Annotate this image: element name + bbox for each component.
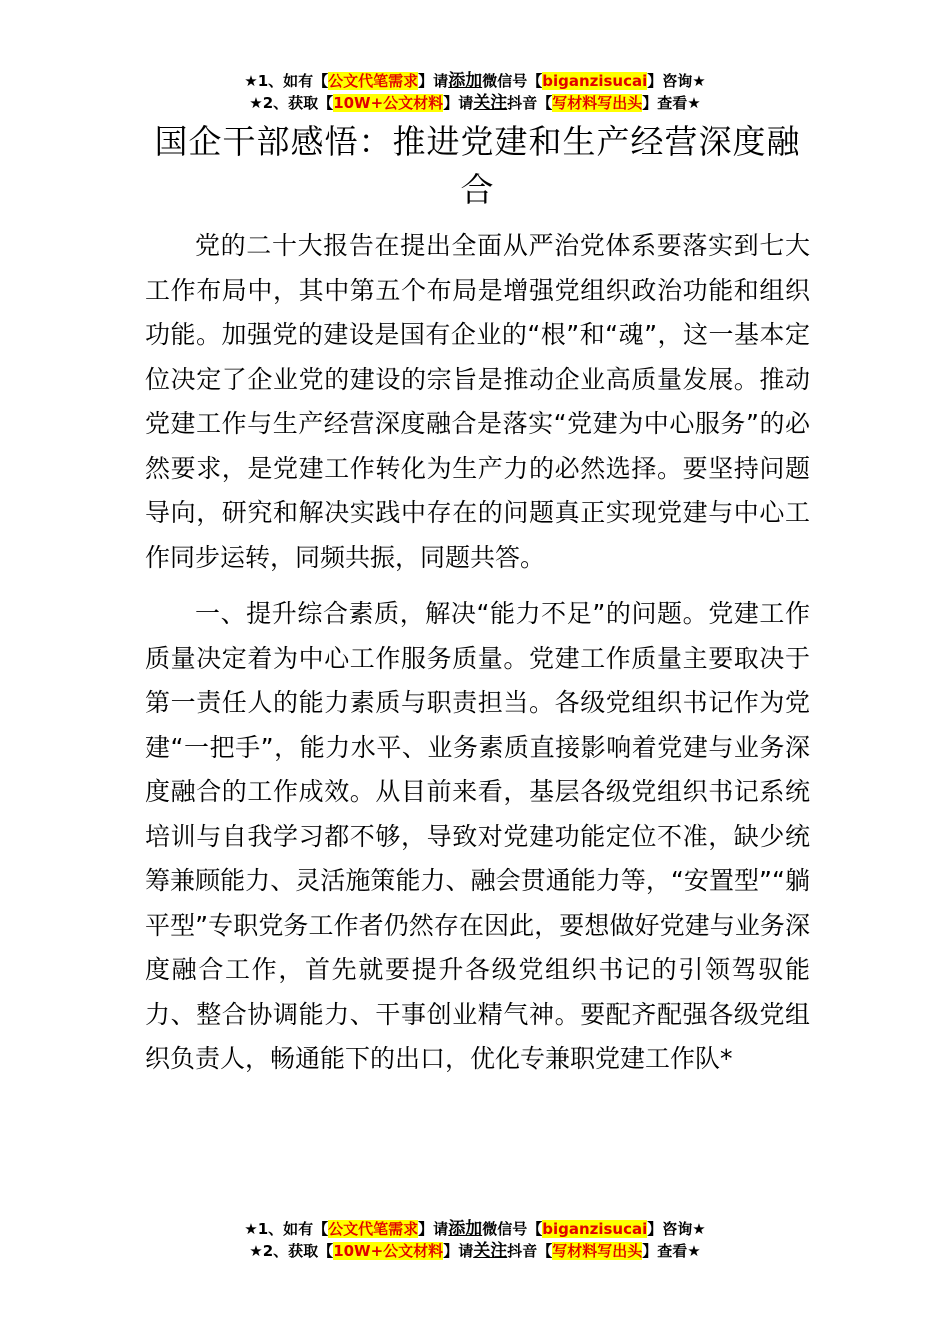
banner-text: 】请: [418, 72, 449, 90]
document-title: 国企干部感悟：推进党建和生产经营深度融合: [154, 122, 801, 209]
banner-underlined: 添加: [448, 1219, 483, 1239]
banner-highlight: 公文代笔需求: [328, 1220, 419, 1238]
banner-text: 抖音【: [507, 94, 553, 112]
banner-highlight: biganzisucai: [542, 72, 648, 90]
footer-banner: [0, 1218, 950, 1262]
banner-highlight: 写材料写出头: [552, 94, 643, 112]
banner-highlight: 公文代笔需求: [328, 72, 419, 90]
banner-text: 】请: [443, 94, 474, 112]
banner-highlight: 10W+公文材料: [333, 1242, 444, 1260]
banner-highlight: biganzisucai: [542, 1220, 648, 1238]
banner-text: 微信号【: [482, 1220, 543, 1238]
banner-text: 】咨询★: [647, 72, 706, 90]
banner-highlight: 写材料写出头: [552, 1242, 643, 1260]
banner-text: 】咨询★: [647, 1220, 706, 1238]
header-banner: [0, 70, 950, 114]
banner-line-1: [0, 1218, 950, 1240]
banner-text: 】查看★: [642, 94, 701, 112]
paragraph: 一、提升综合素质，解决“能力不足”的问题。党建工作质量决定着为中心工作服务质量。党建工作质量主要取决于第一责任人的能力素质与职责担当。各级党组织书记作为党建“一把手”，能力水平、业务素质直接影响着党建与业务深度融合的工作成效。从目前来看，基层各级党组织书记系统培训与自我学习都不够，导致对党建功能定位不准，缺少统筹兼顾能力、灵活施策能力、融会贯通能力等，“安置型”“躺平型”专职党务工作者仍然存在因此，要想做好党建与业务深度融合工作，首先就要提升各级党组织书记的引领驾驭能力、整合协调能力、干事创业精气神。要配齐配强各级党组织负责人，畅通能下的出口，优化专兼职党建工作队*: [145, 599, 810, 1073]
banner-text: ★1、如有【: [244, 72, 329, 90]
banner-text: 】请: [443, 1242, 474, 1260]
banner-highlight: 10W+公文材料: [333, 94, 444, 112]
banner-text: 抖音【: [507, 1242, 553, 1260]
paragraph: 党的二十大报告在提出全面从严治党体系要落实到七大工作布局中，其中第五个布局是增强党组织政治功能和组织功能。加强党的建设是国有企业的“根”和“魂”，这一基本定位决定了企业党的建设的宗旨是推动企业高质量发展。推动党建工作与生产经营深度融合是落实“党建为中心服务”的必然要求，是党建工作转化为生产力的必然选择。要坚持问题导向，研究和解决实践中存在的问题真正实现党建与中心工作同步运转，同频共振，同题共答。: [145, 231, 810, 572]
banner-underlined: 关注: [473, 1241, 508, 1261]
banner-text: 微信号【: [482, 72, 543, 90]
banner-text: ★1、如有【: [244, 1220, 329, 1238]
banner-line-2: [0, 1240, 950, 1262]
banner-underlined: 添加: [448, 71, 483, 91]
banner-text: 】查看★: [642, 1242, 701, 1260]
banner-line-1: [0, 70, 950, 92]
banner-line-2: [0, 92, 950, 114]
document-body: [145, 224, 810, 1094]
banner-text: ★2、获取【: [249, 1242, 334, 1260]
banner-text: 】请: [418, 1220, 449, 1238]
banner-text: ★2、获取【: [249, 94, 334, 112]
banner-underlined: 关注: [473, 93, 508, 113]
